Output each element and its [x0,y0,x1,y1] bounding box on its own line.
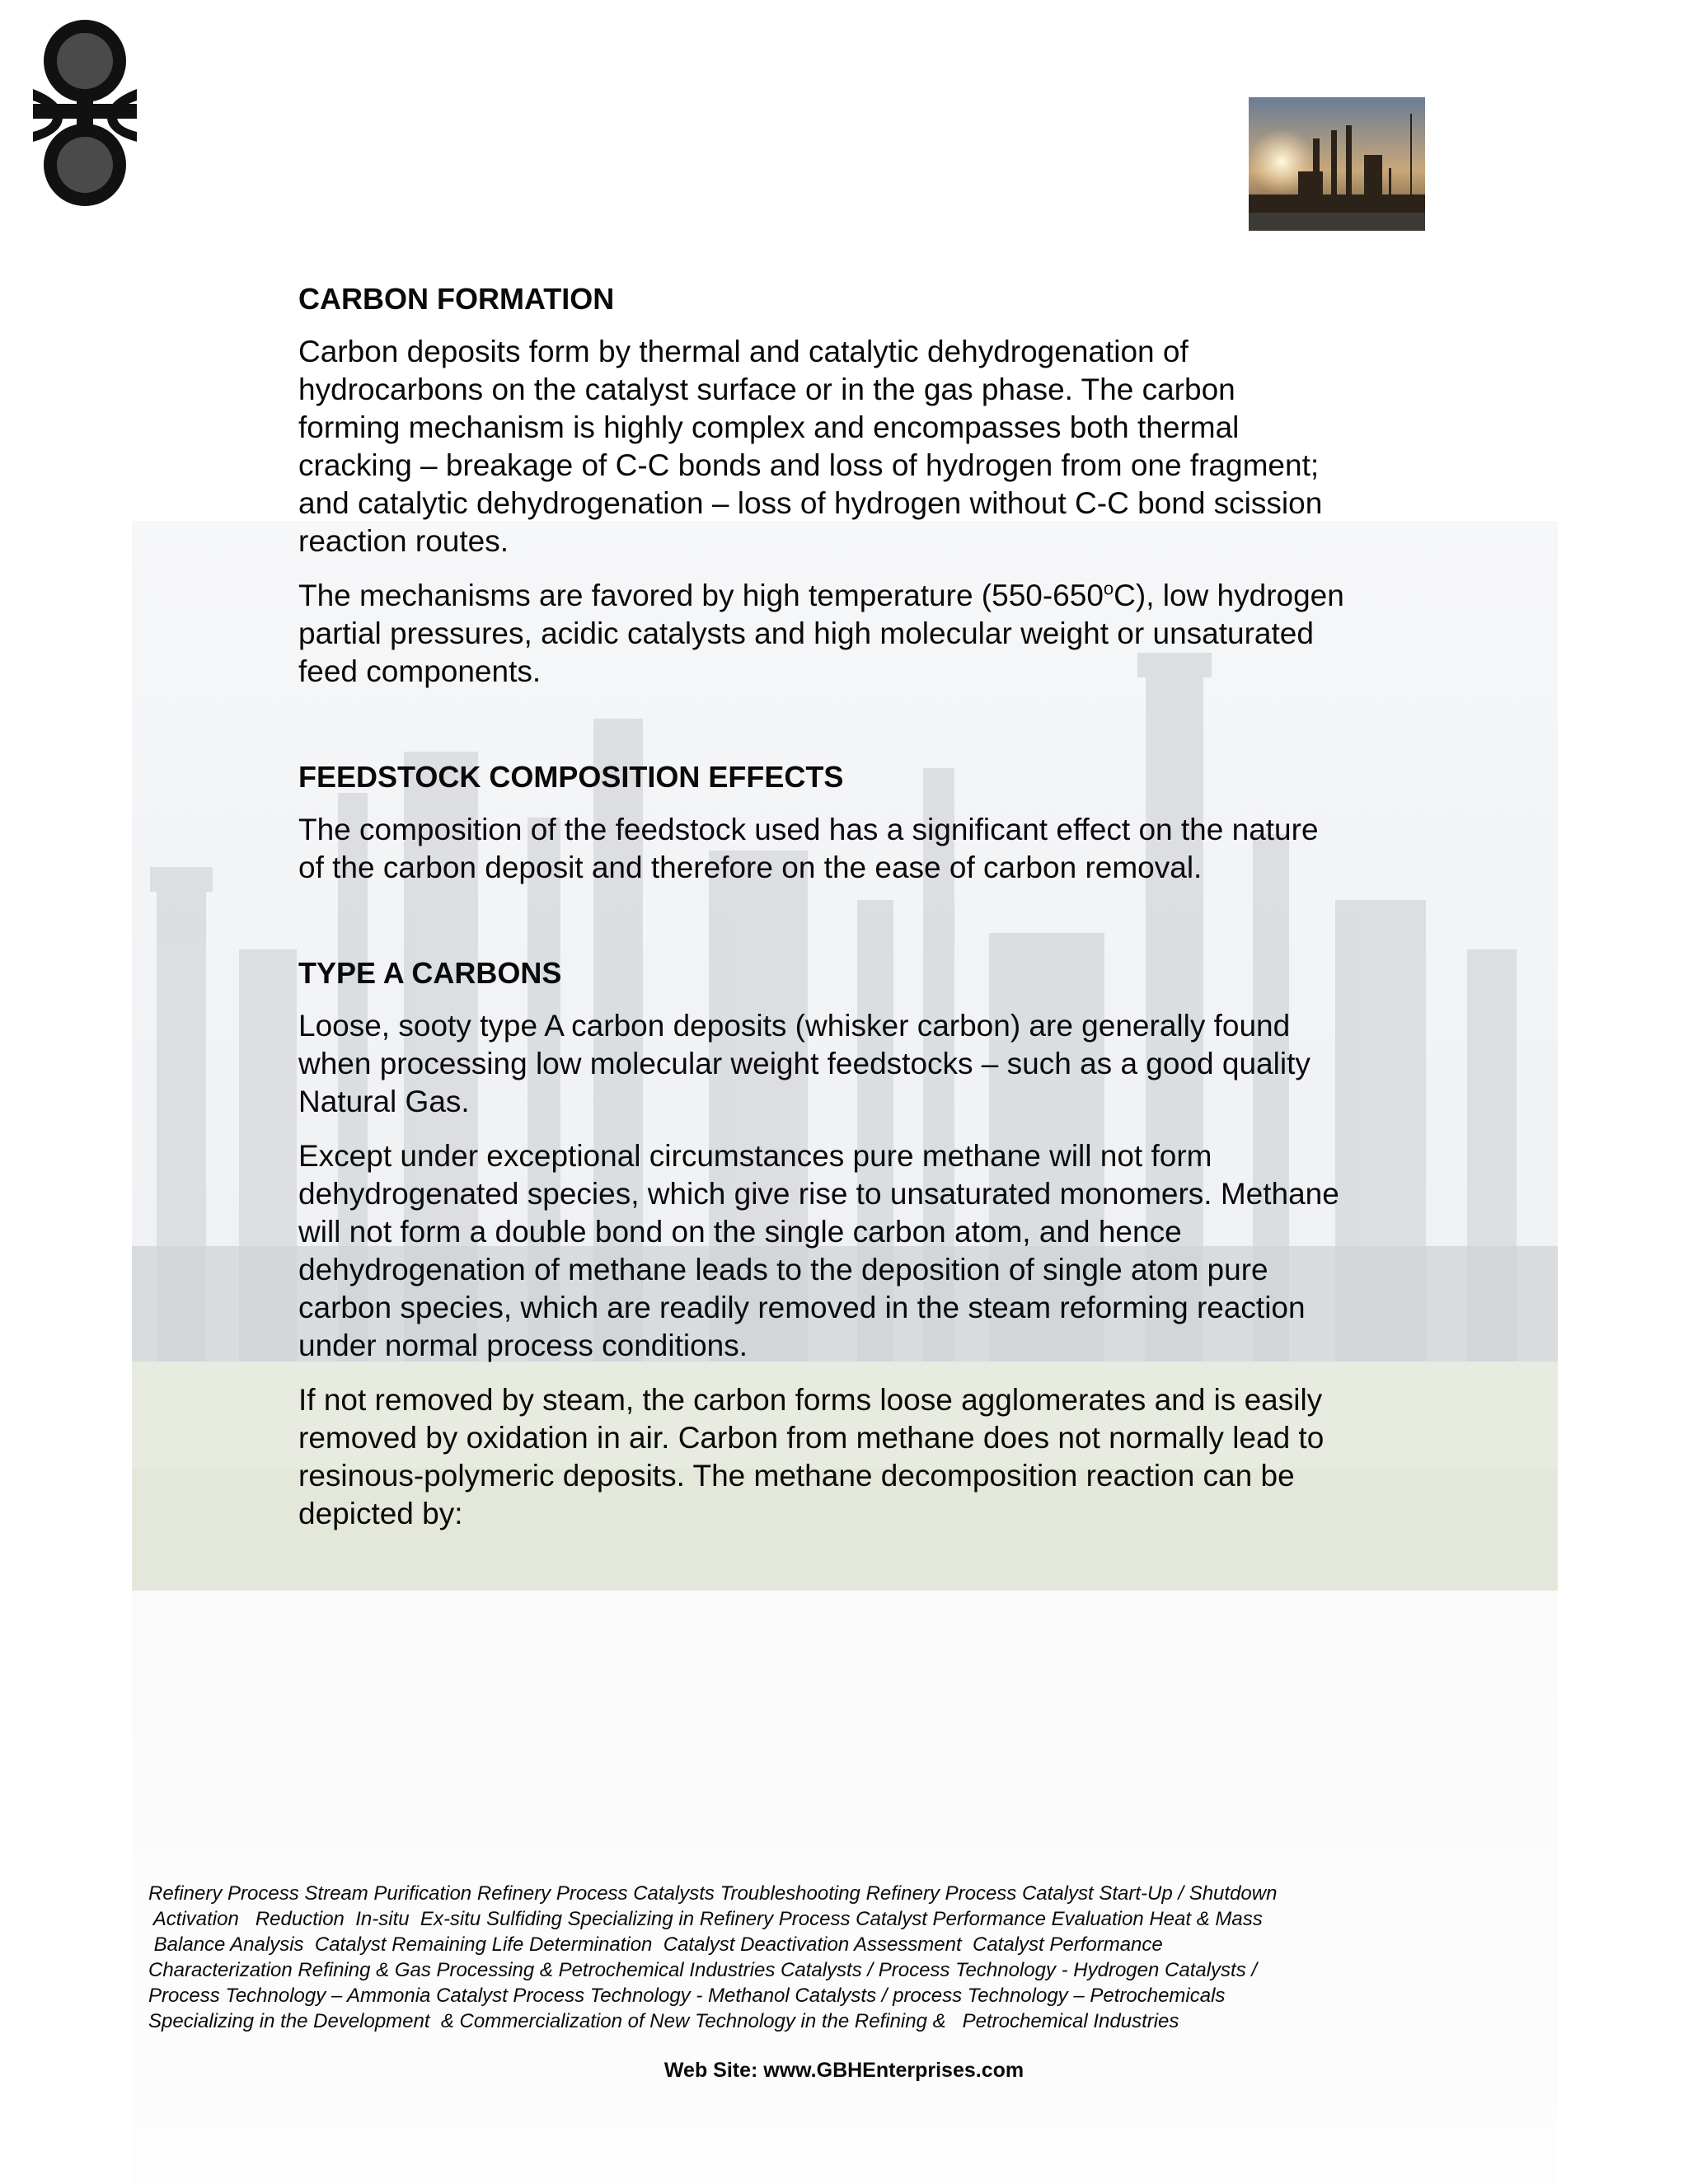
text-line: feed components. [298,654,542,688]
paragraph [298,333,1452,560]
main-content [298,280,1452,1533]
gbh-logo [30,18,140,208]
text-line: Natural Gas. [298,1085,470,1118]
footer-line: Process Technology – Ammonia Catalyst Process Technology - Methanol Catalysts / process Technology – Petrochemicals [148,1985,1226,2007]
section-feedstock-composition [298,758,1452,887]
website-link[interactable]: Web Site: www.GBHEnterprises.com [663,2059,1025,2082]
section-heading: TYPE A CARBONS [298,956,562,990]
text-line: Carbon deposits form by thermal and catalytic dehydrogenation of [298,335,1189,368]
text-line: of the carbon deposit and therefore on the ease of carbon removal. [298,851,1203,884]
text-line: when processing low molecular weight feedstocks – such as a good quality [298,1047,1311,1080]
section-heading: FEEDSTOCK COMPOSITION EFFECTS [298,760,844,794]
text-line: resinous-polymeric deposits. The methane decomposition reaction can be [298,1459,1295,1493]
paragraph [298,1381,1452,1533]
paragraph [298,1137,1452,1365]
section-type-a-carbons [298,954,1452,1533]
paragraph [298,577,1452,691]
footer-line: Balance Analysis Catalyst Remaining Life Determination Catalyst Deactivation Assessment Catalyst Performance [148,1933,1163,1956]
text-line: dehydrogenation of methane leads to the deposition of single atom pure [298,1253,1268,1286]
degree-superscript: o [1103,578,1114,599]
text-line: carbon species, which are readily removed in the steam reforming reaction [298,1291,1306,1324]
footer-line: Characterization Refining & Gas Processing & Petrochemical Industries Catalysts / Process Technology - Hydrogen Catalysts / [148,1959,1258,1981]
text-line: C), low hydrogen [1114,579,1344,612]
refinery-thumbnail [1249,97,1425,231]
footer-services-list [148,1881,1434,2034]
text-line: cracking – breakage of C-C bonds and loss of hydrogen from one fragment; [298,448,1320,482]
text-line: Loose, sooty type A carbon deposits (whisker carbon) are generally found [298,1009,1291,1043]
paragraph [298,1007,1452,1121]
text-line: removed by oxidation in air. Carbon from methane does not normally lead to [298,1421,1325,1455]
section-carbon-formation [298,280,1452,691]
text-line: forming mechanism is highly complex and encompasses both thermal [298,410,1240,444]
gbh-logo-icon [30,18,140,208]
section-heading: CARBON FORMATION [298,282,615,316]
text-line: depicted by: [298,1497,463,1530]
paragraph [298,811,1452,887]
text-line: and catalytic dehydrogenation – loss of hydrogen without C-C bond scission [298,486,1323,520]
text-line: under normal process conditions. [298,1329,748,1362]
text-line: If not removed by steam, the carbon forms loose agglomerates and is easily [298,1383,1323,1417]
text-line: dehydrogenated species, which give rise to unsaturated monomers. Methane [298,1177,1339,1211]
text-line: will not form a double bond on the single carbon atom, and hence [298,1215,1182,1249]
text-line: Except under exceptional circumstances pure methane will not form [298,1139,1212,1173]
footer-line: Refinery Process Stream Purification Refinery Process Catalysts Troubleshooting Refinery Process Catalyst Start-Up / Shutdown [148,1882,1278,1905]
text-line: reaction routes. [298,524,509,558]
footer-line: Specializing in the Development & Commercialization of New Technology in the Refining & Petrochemical Industries [148,2010,1179,2032]
text-line: partial pressures, acidic catalysts and high molecular weight or unsaturated [298,616,1314,650]
text-line: hydrocarbons on the catalyst surface or in the gas phase. The carbon [298,373,1236,406]
text-line: The composition of the feedstock used has a significant effect on the nature [298,813,1319,846]
refinery-sunset-photo [1249,97,1425,231]
footer-line: Activation Reduction In-situ Ex-situ Sulfiding Specializing in Refinery Process Catalyst Performance Evaluation Heat & Mass [148,1908,1263,1930]
text-line: The mechanisms are favored by high temperature (550-650 [298,579,1104,612]
